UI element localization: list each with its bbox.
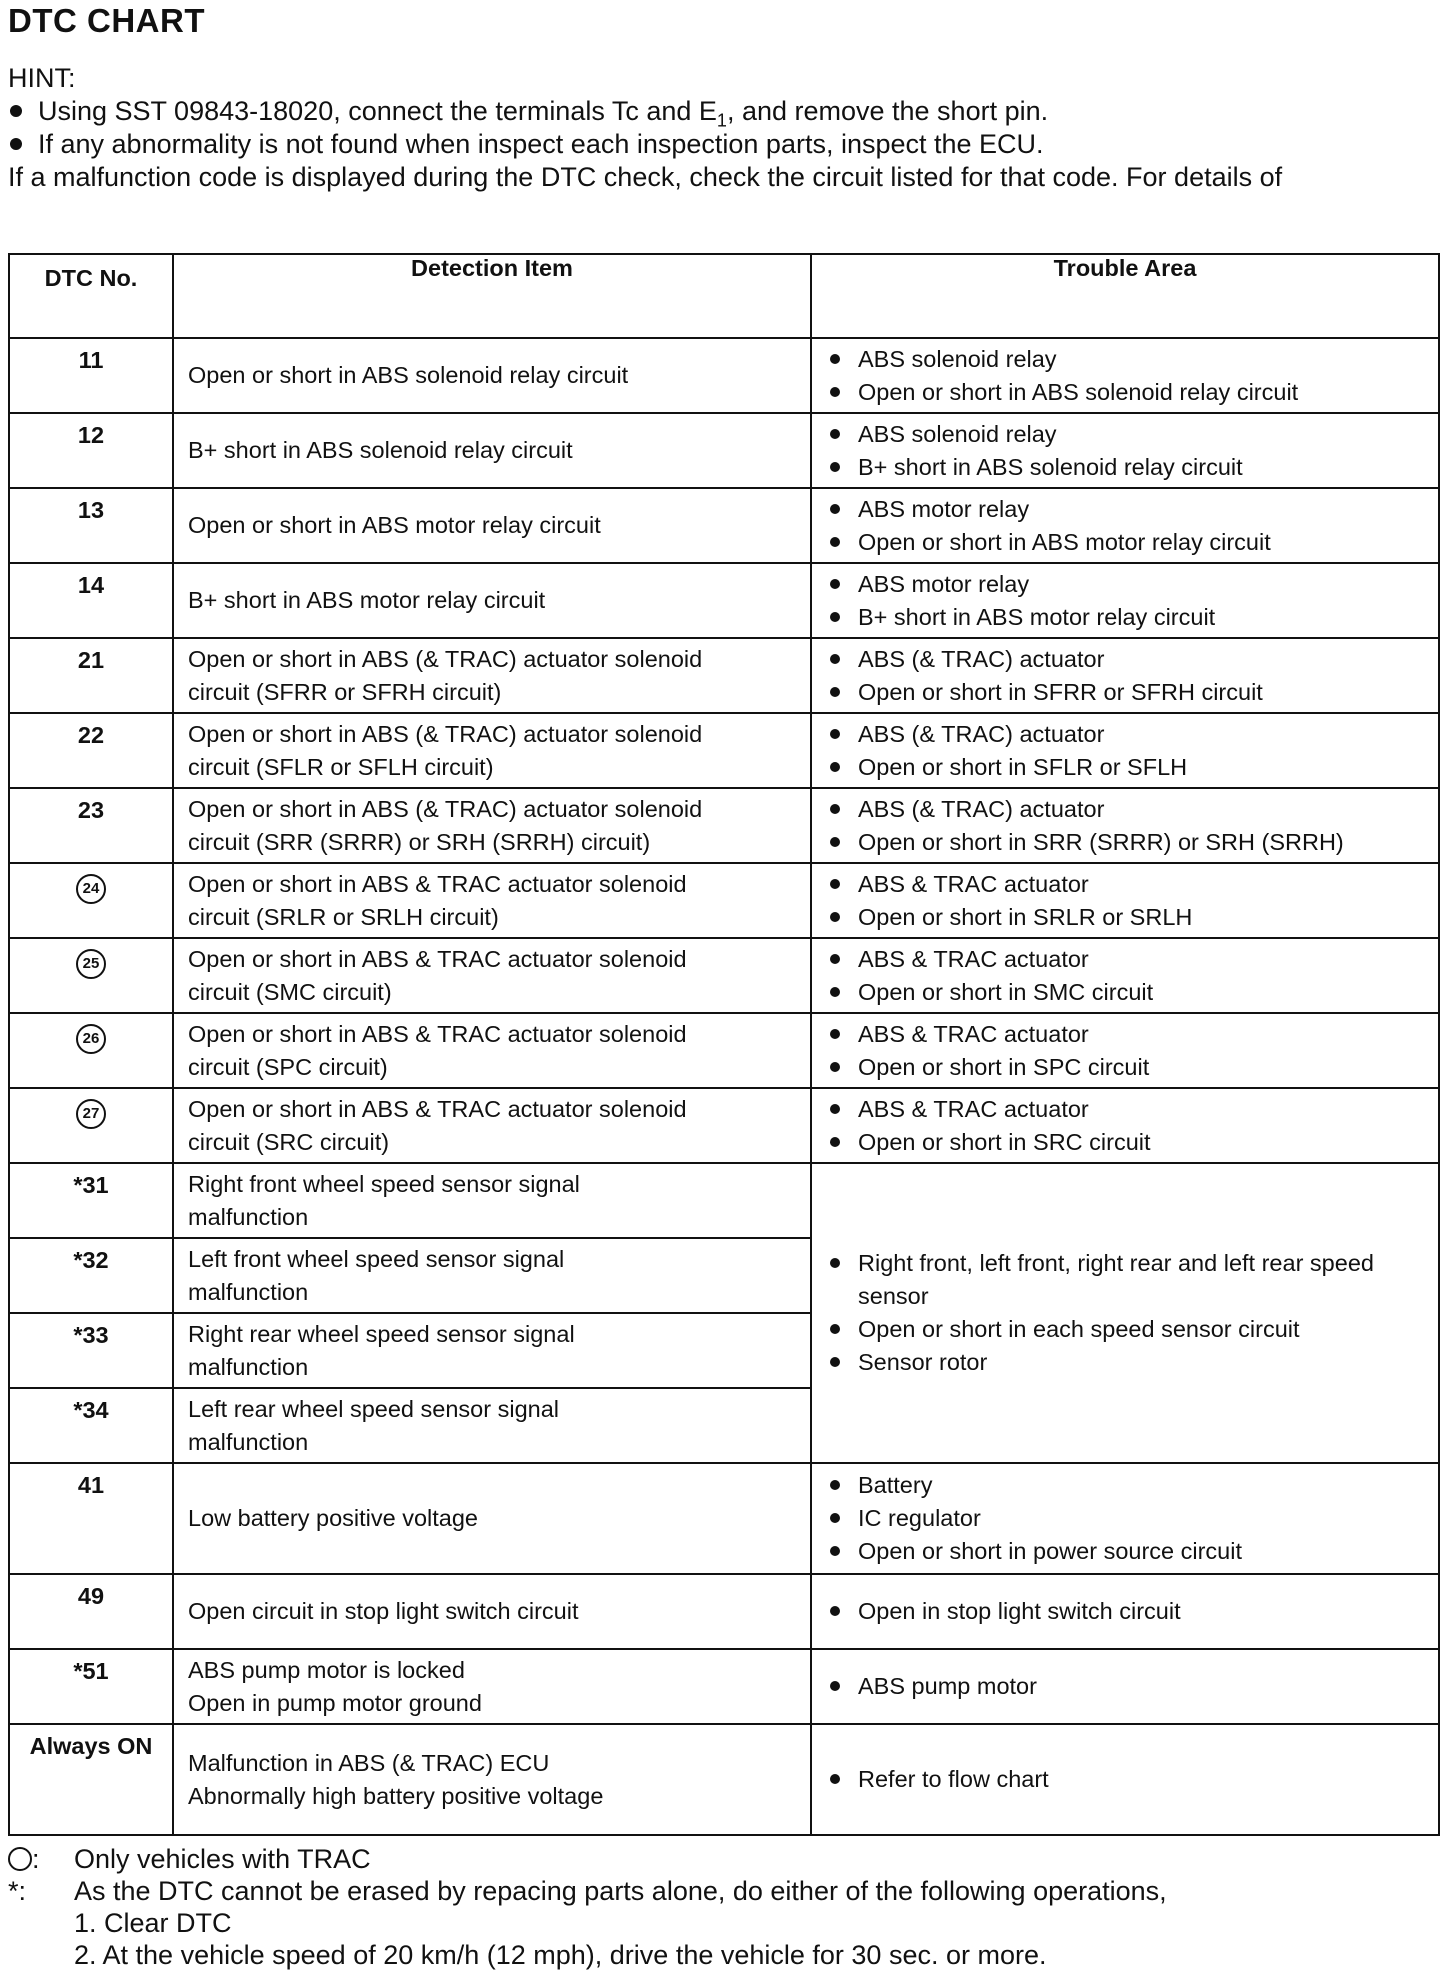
dtc-number-circled: 25	[76, 949, 106, 979]
note-step-2: 2. At the vehicle speed of 20 km/h (12 mph), drive the vehicle for 30 sec. or more.	[74, 1940, 1047, 1970]
detection-item-line: Malfunction in ABS (& TRAC) ECU	[188, 1749, 550, 1776]
note-trac-mark: :	[32, 1844, 40, 1874]
detection-item-line: Abnormally high battery positive voltage	[188, 1782, 604, 1809]
detection-item-line: ABS pump motor is locked	[188, 1656, 465, 1683]
dtc-number: *34	[73, 1397, 109, 1423]
dtc-number-cell	[9, 1388, 173, 1463]
detection-item-line: Open or short in ABS (& TRAC) actuator solenoid	[188, 645, 703, 672]
detection-item-line: malfunction	[188, 1278, 309, 1305]
trouble-area-cell	[811, 1163, 1439, 1463]
trouble-area-item: ABS (& TRAC) actuator	[824, 793, 1430, 826]
notes-section	[8, 1843, 1448, 1971]
trouble-area-item: ABS & TRAC actuator	[824, 943, 1430, 976]
detection-item-line: circuit (SRC circuit)	[188, 1128, 390, 1155]
table-row	[9, 563, 1439, 638]
trouble-area-item: Open or short in SRC circuit	[824, 1126, 1430, 1159]
table-row	[9, 488, 1439, 563]
dtc-number: 49	[77, 1583, 105, 1609]
trouble-area-item: Open or short in SRLR or SRLH	[824, 901, 1430, 934]
detection-item-line: circuit (SRLR or SRLH circuit)	[188, 903, 499, 930]
hint-bullet-1-suffix: , and remove the short pin.	[726, 96, 1049, 126]
trouble-area-cell	[811, 1724, 1439, 1835]
detection-item-line: Open or short in ABS (& TRAC) actuator solenoid	[188, 720, 703, 747]
dtc-number: *31	[73, 1172, 109, 1198]
trouble-area-item: Open or short in power source circuit	[824, 1535, 1430, 1568]
dtc-number: *33	[73, 1322, 109, 1348]
note-step-1: 1. Clear DTC	[74, 1908, 232, 1938]
dtc-number-cell	[9, 863, 173, 938]
table-row	[9, 413, 1439, 488]
trouble-area-list	[824, 943, 1430, 1009]
detection-item-line: circuit (SMC circuit)	[188, 978, 392, 1005]
trouble-area-list	[824, 418, 1430, 484]
trouble-area-cell	[811, 1649, 1439, 1724]
dtc-number-circled: 26	[76, 1024, 106, 1054]
trouble-area-list	[824, 868, 1430, 934]
trouble-area-cell	[811, 863, 1439, 938]
trouble-area-cell	[811, 563, 1439, 638]
dtc-number-circled: 27	[76, 1099, 106, 1129]
trouble-area-list	[824, 718, 1430, 784]
trouble-area-item: Open in stop light switch circuit	[824, 1595, 1430, 1628]
table-row	[9, 1163, 1439, 1238]
dtc-number-cell	[9, 563, 173, 638]
trouble-area-item: Open or short in SRR (SRRR) or SRH (SRRH)	[824, 826, 1430, 859]
trouble-area-cell	[811, 788, 1439, 863]
dtc-number-cell	[9, 638, 173, 713]
trouble-area-list	[824, 1093, 1430, 1159]
trouble-area-list	[824, 1595, 1430, 1628]
trouble-area-cell	[811, 413, 1439, 488]
dtc-number-cell	[9, 1313, 173, 1388]
table-row	[9, 1088, 1439, 1163]
page-title: DTC CHART	[8, 2, 205, 39]
dtc-table	[8, 253, 1440, 1836]
detection-item-cell	[173, 1649, 811, 1724]
table-row	[9, 1649, 1439, 1724]
table-row	[9, 713, 1439, 788]
hint-label: HINT:	[8, 63, 76, 93]
dtc-number-cell	[9, 1463, 173, 1574]
trouble-area-list	[824, 343, 1430, 409]
dtc-number-cell	[9, 413, 173, 488]
detection-item-cell	[173, 413, 811, 488]
hint-section	[8, 62, 1448, 194]
detection-item-line: Left front wheel speed sensor signal	[188, 1245, 565, 1272]
dtc-number: 21	[77, 647, 105, 673]
trouble-area-item: ABS solenoid relay	[824, 418, 1430, 451]
detection-item-line: circuit (SRR (SRRR) or SRH (SRRH) circuit)	[188, 828, 651, 855]
dtc-number-cell	[9, 338, 173, 413]
trouble-area-item: ABS (& TRAC) actuator	[824, 718, 1430, 751]
table-row	[9, 638, 1439, 713]
dtc-number-cell	[9, 938, 173, 1013]
table-row	[9, 1724, 1439, 1835]
trouble-area-item: ABS motor relay	[824, 493, 1430, 526]
detection-item-cell	[173, 338, 811, 413]
dtc-number: 23	[77, 797, 105, 823]
table-row	[9, 1574, 1439, 1649]
circle-icon	[8, 1847, 32, 1871]
dtc-number: 13	[77, 497, 105, 523]
trouble-area-list	[824, 1247, 1430, 1379]
detection-item-line: Left rear wheel speed sensor signal	[188, 1395, 559, 1422]
detection-item-line: circuit (SPC circuit)	[188, 1053, 388, 1080]
table-row	[9, 1013, 1439, 1088]
trouble-area-item: ABS (& TRAC) actuator	[824, 643, 1430, 676]
detection-item-line: B+ short in ABS motor relay circuit	[188, 587, 546, 613]
trouble-area-list	[824, 1469, 1430, 1568]
dtc-number: 12	[77, 422, 105, 448]
detection-item-cell	[173, 1013, 811, 1088]
note-star-text: As the DTC cannot be erased by repacing parts alone, do either of the following operations,	[74, 1876, 1167, 1906]
trouble-area-cell	[811, 338, 1439, 413]
detection-item-line: Open or short in ABS & TRAC actuator solenoid	[188, 870, 687, 897]
trouble-area-list	[824, 568, 1430, 634]
trouble-area-list	[824, 1670, 1430, 1703]
detection-item-line: Right rear wheel speed sensor signal	[188, 1320, 575, 1347]
detection-item-cell	[173, 1463, 811, 1574]
trouble-area-item: Open or short in ABS motor relay circuit	[824, 526, 1430, 559]
trouble-area-list	[824, 1763, 1430, 1796]
trouble-area-item: ABS & TRAC actuator	[824, 1018, 1430, 1051]
hint-bullet-1-subscript: 1	[716, 110, 727, 131]
detection-item-cell	[173, 1313, 811, 1388]
detection-item-line: Open or short in ABS solenoid relay circuit	[188, 362, 629, 388]
header-dtc-no: DTC No.	[9, 254, 173, 338]
trouble-area-cell	[811, 713, 1439, 788]
dtc-number-cell	[9, 1574, 173, 1649]
table-row	[9, 338, 1439, 413]
trouble-area-cell	[811, 638, 1439, 713]
detection-item-line: Open or short in ABS & TRAC actuator solenoid	[188, 945, 687, 972]
note-trac-text: Only vehicles with TRAC	[74, 1844, 371, 1874]
dtc-number-circled: 24	[76, 874, 106, 904]
detection-item-line: malfunction	[188, 1353, 309, 1380]
note-star	[8, 1875, 1448, 1907]
trouble-area-cell	[811, 488, 1439, 563]
detection-item-line: Right front wheel speed sensor signal	[188, 1170, 580, 1197]
table-body	[9, 338, 1439, 1835]
detection-item-cell	[173, 1163, 811, 1238]
trouble-area-item: Right front, left front, right rear and left rear speed sensor	[824, 1247, 1430, 1313]
trouble-area-item: Open or short in ABS solenoid relay circuit	[824, 376, 1430, 409]
hint-bullet-1	[8, 95, 1448, 131]
detection-item-cell	[173, 1724, 811, 1835]
detection-item-line: Open or short in ABS & TRAC actuator solenoid	[188, 1020, 687, 1047]
detection-item-line: Open or short in ABS (& TRAC) actuator solenoid	[188, 795, 703, 822]
dtc-number-cell	[9, 788, 173, 863]
note-star-mark: *:	[8, 1876, 27, 1906]
trouble-area-item: B+ short in ABS motor relay circuit	[824, 601, 1430, 634]
trouble-area-item: Battery	[824, 1469, 1430, 1502]
detection-item-line: Open circuit in stop light switch circuit	[188, 1598, 579, 1624]
detection-item-line: Open in pump motor ground	[188, 1689, 482, 1716]
detection-item-cell	[173, 938, 811, 1013]
hint-paragraph: If a malfunction code is displayed during the DTC check, check the circuit listed for that code. For details of	[8, 162, 1283, 192]
trouble-area-item: IC regulator	[824, 1502, 1430, 1535]
trouble-area-list	[824, 643, 1430, 709]
detection-item-cell	[173, 1088, 811, 1163]
header-trouble-area: Trouble Area	[811, 254, 1439, 338]
trouble-area-list	[824, 793, 1430, 859]
hint-bullet-1-text: Using SST 09843-18020, connect the terminals Tc and E	[38, 96, 717, 126]
detection-item-line: Open or short in ABS motor relay circuit	[188, 512, 601, 538]
trouble-area-item: ABS pump motor	[824, 1670, 1430, 1703]
bullet-icon	[10, 105, 22, 117]
dtc-number: Always ON	[29, 1733, 153, 1759]
detection-item-line: circuit (SFRR or SFRH circuit)	[188, 678, 502, 705]
detection-item-cell	[173, 1574, 811, 1649]
trouble-area-item: Refer to flow chart	[824, 1763, 1430, 1796]
detection-item-cell	[173, 713, 811, 788]
detection-item-line: Low battery positive voltage	[188, 1505, 478, 1531]
table-row	[9, 863, 1439, 938]
trouble-area-item: Open or short in SFLR or SFLH	[824, 751, 1430, 784]
trouble-area-cell	[811, 1013, 1439, 1088]
detection-item-cell	[173, 863, 811, 938]
bullet-icon	[10, 138, 22, 150]
dtc-number: 11	[78, 347, 104, 373]
trouble-area-item: Open or short in SMC circuit	[824, 976, 1430, 1009]
table-header-row	[9, 254, 1439, 338]
table-row	[9, 788, 1439, 863]
dtc-number-cell	[9, 1013, 173, 1088]
detection-item-line: malfunction	[188, 1203, 309, 1230]
detection-item-cell	[173, 488, 811, 563]
trouble-area-cell	[811, 1088, 1439, 1163]
trouble-area-list	[824, 493, 1430, 559]
dtc-number-cell	[9, 1238, 173, 1313]
detection-item-line: malfunction	[188, 1428, 309, 1455]
dtc-number: *32	[73, 1247, 109, 1273]
dtc-number-cell	[9, 1649, 173, 1724]
detection-item-cell	[173, 1238, 811, 1313]
trouble-area-cell	[811, 1463, 1439, 1574]
detection-item-cell	[173, 638, 811, 713]
hint-bullet-2-text: If any abnormality is not found when inspect each inspection parts, inspect the ECU.	[38, 129, 1044, 159]
detection-item-line: circuit (SFLR or SFLH circuit)	[188, 753, 494, 780]
detection-item-cell	[173, 1388, 811, 1463]
detection-item-cell	[173, 788, 811, 863]
dtc-number: *51	[73, 1658, 109, 1684]
trouble-area-item: ABS & TRAC actuator	[824, 1093, 1430, 1126]
detection-item-line: B+ short in ABS solenoid relay circuit	[188, 437, 573, 463]
note-trac	[8, 1843, 1448, 1875]
hint-bullet-2	[8, 128, 1448, 161]
trouble-area-item: Sensor rotor	[824, 1346, 1430, 1379]
dtc-number: 41	[77, 1472, 105, 1498]
trouble-area-item: ABS motor relay	[824, 568, 1430, 601]
trouble-area-cell	[811, 938, 1439, 1013]
trouble-area-list	[824, 1018, 1430, 1084]
trouble-area-item: ABS solenoid relay	[824, 343, 1430, 376]
dtc-number-cell	[9, 1163, 173, 1238]
trouble-area-item: Open or short in each speed sensor circuit	[824, 1313, 1430, 1346]
table-row	[9, 938, 1439, 1013]
dtc-number-cell	[9, 488, 173, 563]
detection-item-line: Open or short in ABS & TRAC actuator solenoid	[188, 1095, 687, 1122]
trouble-area-item: B+ short in ABS solenoid relay circuit	[824, 451, 1430, 484]
dtc-number-cell	[9, 713, 173, 788]
dtc-number-cell	[9, 1724, 173, 1835]
trouble-area-item: Open or short in SPC circuit	[824, 1051, 1430, 1084]
dtc-number: 14	[77, 572, 105, 598]
trouble-area-cell	[811, 1574, 1439, 1649]
table-row	[9, 1463, 1439, 1574]
trouble-area-item: Open or short in SFRR or SFRH circuit	[824, 676, 1430, 709]
trouble-area-item: ABS & TRAC actuator	[824, 868, 1430, 901]
header-detection-item: Detection Item	[173, 254, 811, 338]
dtc-number-cell	[9, 1088, 173, 1163]
detection-item-cell	[173, 563, 811, 638]
dtc-number: 22	[77, 722, 105, 748]
